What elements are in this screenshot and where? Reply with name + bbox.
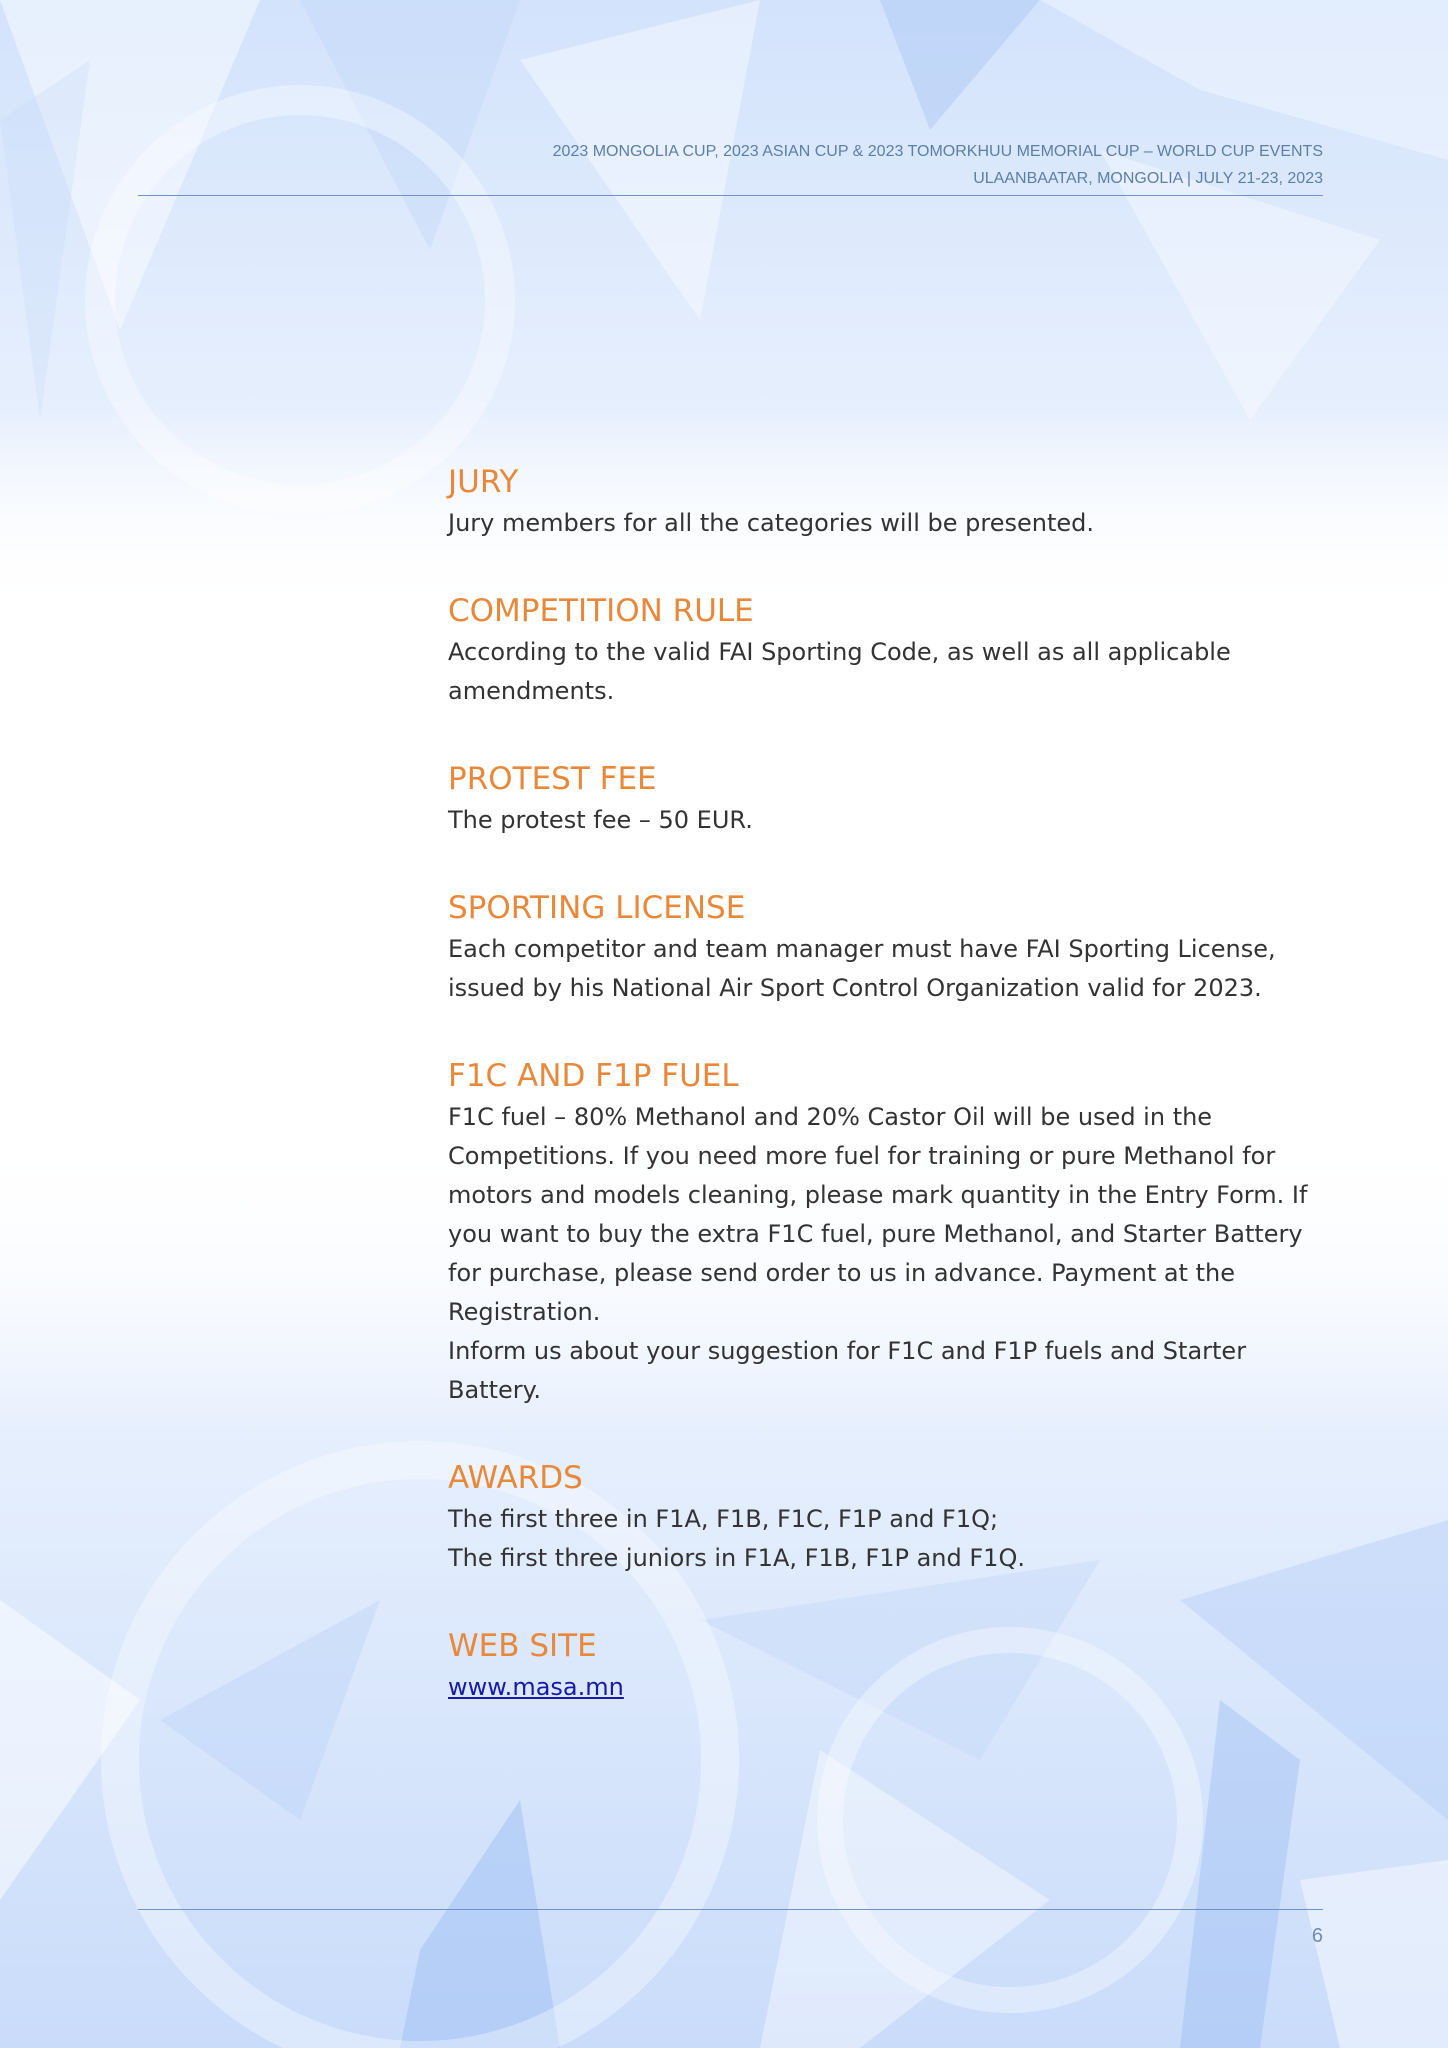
paragraph: Inform us about your suggestion for F1C and F1P fuels and Starter Battery.	[448, 1337, 1247, 1404]
paragraph: According to the valid FAI Sporting Code, as well as all applicable amendments.	[448, 638, 1231, 705]
section-title-protest-fee: PROTEST FEE	[448, 761, 657, 797]
section-title-sporting-license: SPORTING LICENSE	[448, 890, 746, 926]
section-awards	[448, 1456, 1308, 1578]
paragraph: F1C fuel – 80% Methanol and 20% Castor Oil will be used in the Competitions. If you need more fuel for training or pure Methanol for motors and models cleaning, please mark quantity in the Entry Form. If you want to buy the extra F1C fuel, pure Methanol, and Starter Battery for purchase, please send order to us in advance. Payment at the Registration.	[448, 1103, 1308, 1326]
section-sporting-license	[448, 886, 1308, 1008]
website-link[interactable]: www.masa.mn	[448, 1673, 624, 1701]
section-body-jury	[448, 504, 1308, 543]
section-body-protest-fee	[448, 801, 1308, 840]
section-title-competition-rule: COMPETITION RULE	[448, 593, 754, 629]
paragraph: Jury members for all the categories will be presented.	[448, 509, 1095, 537]
section-body-competition-rule	[448, 633, 1308, 711]
section-body-website	[448, 1668, 1308, 1707]
section-competition-rule	[448, 589, 1308, 711]
section-title-fuel: F1C AND F1P FUEL	[448, 1058, 739, 1094]
section-body-fuel	[448, 1098, 1308, 1410]
section-title-jury: JURY	[448, 464, 519, 500]
header-location-date: ULAANBAATAR, MONGOLIA | JULY 21-23, 2023	[973, 170, 1323, 187]
section-title-awards: AWARDS	[448, 1460, 583, 1496]
header-divider	[138, 195, 1323, 196]
section-jury	[448, 460, 1308, 543]
paragraph: Each competitor and team manager must have FAI Sporting License, issued by his National Air Sport Control Organization valid for 2023.	[448, 935, 1276, 1002]
section-website	[448, 1624, 1308, 1707]
paragraph: The protest fee – 50 EUR.	[448, 806, 753, 834]
main-content	[448, 460, 1308, 1753]
paragraph: The first three in F1A, F1B, F1C, F1P and F1Q;	[448, 1505, 999, 1533]
header-event-title: 2023 MONGOLIA CUP, 2023 ASIAN CUP & 2023 TOMORKHUU MEMORIAL CUP – WORLD CUP EVENTS	[552, 143, 1323, 160]
document-header	[138, 138, 1323, 192]
section-title-website: WEB SITE	[448, 1628, 597, 1664]
section-fuel	[448, 1054, 1308, 1410]
section-protest-fee	[448, 757, 1308, 840]
page-number: 6	[1311, 1925, 1323, 1947]
section-body-sporting-license	[448, 930, 1308, 1008]
section-body-awards	[448, 1500, 1308, 1578]
paragraph: The first three juniors in F1A, F1B, F1P and F1Q.	[448, 1544, 1025, 1572]
footer-divider	[138, 1909, 1323, 1910]
